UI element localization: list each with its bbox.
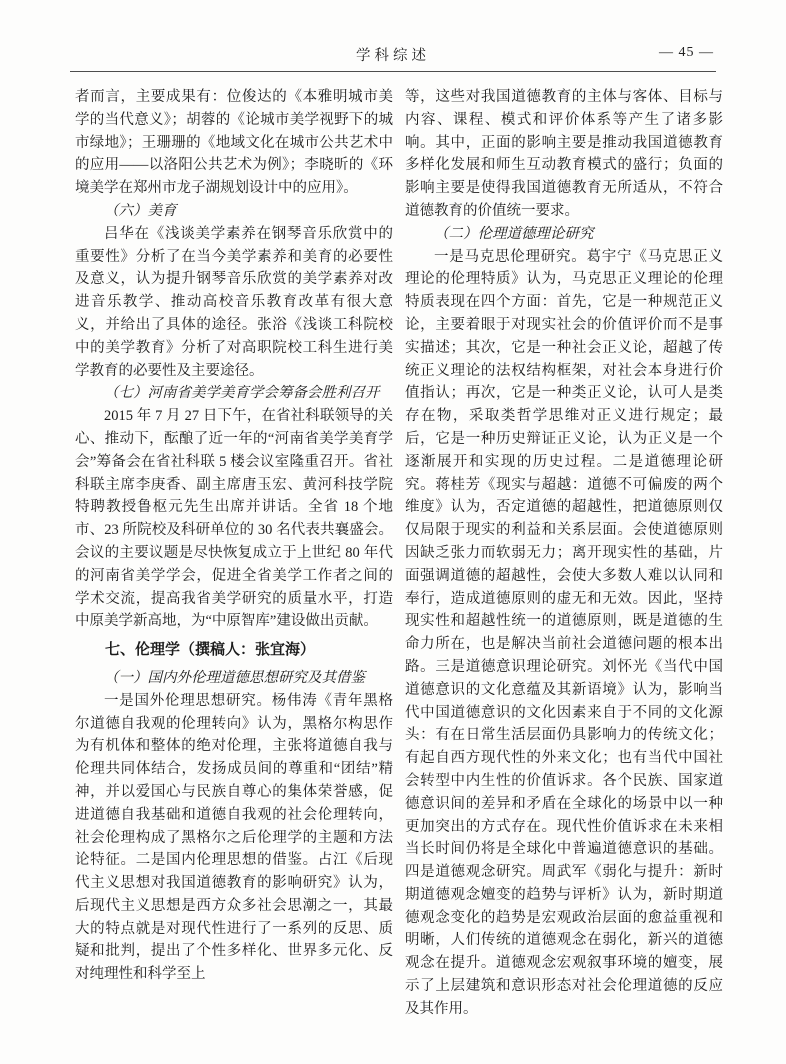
right-column [405, 86, 723, 1021]
page-number: — 45 — [659, 45, 714, 60]
body-paragraph: 一是马克思伦理研究。葛宇宁《马克思正义理论的伦理特质》认为，马克思正义理论的伦理特质表现在四个方面：首先，它是一种规范正义论，主要着眼于对现实社会的价值评价而不是事实描述；其次，它是一种社会正义论，超越了传统正义理论的法权结构框架，对社会本身进行价值指认；再次，它是一种类正义论，认可人是类存在物，采取类哲学思维对正义进行规定；最后，它是一种历史辩证正义论，认为正义是一个逐渐展开和实现的历史过程。二是道德理论研究。蒋桂芳《现实与超越：道德不可偏废的两个维度》认为，否定道德的超越性，把道德原则仅仅局限于现实的利益和关系层面。会使道德原则因缺乏张力而软弱无力；离开现实性的基础，片面强调道德的超越性，会使大多数人难以认同和奉行，造成道德原则的虚无和无效。因此，坚持现实性和超越性统一的道德原则，既是道德的生命力所在，也是解决当前社会道德问题的根本出路。三是道德意识理论研究。刘怀光《当代中国道德意识的文化意蕴及其新语境》认为，影响当代中国道德意识的文化因素来自于不同的文化源头：有在日常生活层面仍具影响力的传统文化；有起自西方现代性的外来文化；也有当代中国社会转型中内生性的价值诉求。各个民族、国家道德意识间的差异和矛盾在全球化的场景中以一种更加突出的方式存在。现代性价值诉求在未来相当长时间仍将是全球化中普遍道德意识的基础。四是道德观念研究。周武军《弱化与提升：新时期道德观念嬗变的趋势与评析》认为，新时期道德观念变化的趋势是宏观政治层面的愈益重视和明晰，人们传统的道德观念在弱化，新兴的道德观念在提升。道德观念宏观叙事环境的嬗变，展示了上层建筑和意识形态对社会伦理道德的反应及其作用。 [405, 248, 723, 1017]
section-subheading: （七）河南省美学美育学会筹备会胜利召开 [104, 385, 380, 402]
text-columns [75, 86, 723, 1021]
body-paragraph-continuation: 等，这些对我国道德教育的主体与客体、目标与内容、课程、模式和评价体系等产生了诸多影响。其中，正面的影响主要是推动我国道德教育多样化发展和师生互动教育模式的盛行；负面的影响主要是使得我国道德教育无所适从，不符合道德教育的价值统一要求。 [405, 89, 723, 219]
body-paragraph: 吕华在《浅谈美学素养在钢琴音乐欣赏中的重要性》分析了在当今美学素养和美育的必要性及意义，认为提升钢琴音乐欣赏的美学素养对改进音乐教学、推动高校音乐教育改革有很大意义，并给出了具体的途径。张浴《浅谈工科院校中的美学教育》分析了对高职院校工科生进行美学教育的必要性及主要途径。 [75, 225, 393, 379]
body-paragraph: 2015 年 7 月 27 日下午，在省社科联领导的关心、推动下，酝酿了近一年的“河南省美学美育学会”筹备会在省社科联 5 楼会议室隆重召开。省社科联主席李庚香、副主席唐玉宏、黄河科技学院特聘教授鲁枢元先生出席并讲话。全省 18 个地市、23 所院校及科研单位的 30 名代表共襄盛会。会议的主要议题是尽快恢复成立于上世纪 80 年代的河南省美学学会，促进全省美学工作者之间的学术交流，提高我省美学研究的质量水平，打造中原美学新高地，为“中原智库”建设做出贡献。 [75, 408, 393, 630]
section-subheading: （六）美育 [104, 202, 177, 219]
section-subheading: （二）伦理道德理论研究 [434, 225, 594, 242]
left-column [75, 86, 393, 1021]
body-paragraph: 一是国外伦理思想研究。杨伟涛《青年黑格尔道德自我观的伦理转向》认为，黑格尔构思作为有机体和整体的绝对伦理，主张将道德自我与伦理共同体结合，发扬成员间的尊重和“团结”精神，并以爱国心与民族自尊心的集体荣誉感，促进道德自我基础和道德自我观的社会伦理转向，社会伦理构成了黑格尔之后伦理学的主题和方法论特征。二是国内伦理思想的借鉴。占江《后现代主义思想对我国道德教育的影响研究》认为，后现代主义思想是西方众多社会思潮之一，其最大的特点就是对现代性进行了一系列的反思、质疑和批判，提出了个性多样化、世界多元化、反对纯理性和科学至上 [75, 692, 393, 983]
section-subheading: （一）国内外伦理道德思想研究及其借鉴 [104, 669, 365, 686]
running-title: 学科综述 [356, 48, 430, 64]
section-heading: 七、伦理学（撰稿人：张宜海） [105, 641, 316, 659]
header-rule [70, 71, 716, 72]
body-paragraph-continuation: 者而言，主要成果有：位俊达的《本雅明城市美学的当代意义》；胡蓉的《论城市美学视野下的城市绿地》；王珊珊的《地域文化在城市公共艺术中的应用——以洛阳公共艺术为例》；李晓昕的《环境美学在郑州市龙子湖规划设计中的应用》。 [75, 89, 393, 197]
